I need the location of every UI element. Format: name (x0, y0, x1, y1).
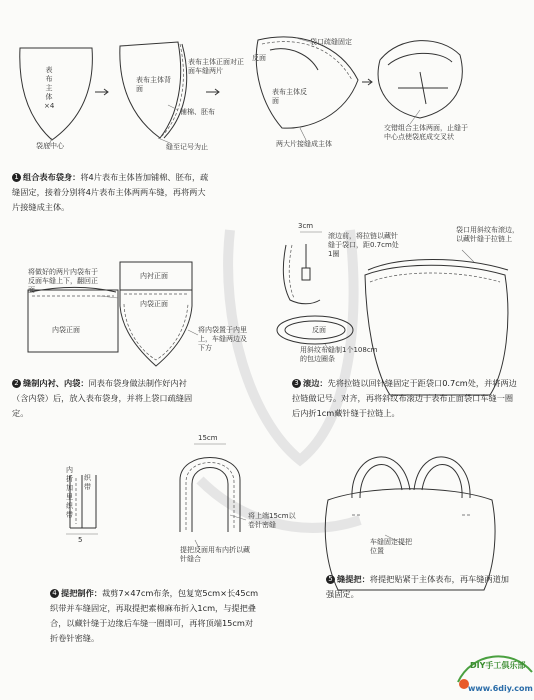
inner-back-label: 内衬正面 (140, 272, 168, 280)
step-5-text: 将提把贴紧于主体表布，再车缝两道加强固定。 (326, 574, 509, 599)
seam-note: 表布主体正面对正面车缝两片 (188, 58, 244, 75)
body-front-label: 表布主体反面 (272, 88, 307, 105)
cotton-note: 铺棉、胚布 (180, 108, 215, 116)
handle-left-inner (360, 465, 402, 498)
dim-15cm-label: 15cm (198, 434, 218, 442)
pos-note: 车缝固定提把位置 (370, 538, 412, 555)
watermark-url: www.6diy.com (468, 684, 533, 693)
zipper-stitch (289, 245, 294, 298)
reverse-label-1: 反面 (252, 54, 266, 62)
handle-right-inner (422, 465, 462, 498)
opening-note: 袋口用斜纹布滚边，以藏针缝于拉链上 (456, 226, 519, 243)
opening-stitch (370, 273, 500, 282)
step-5-title: 缝提把： (337, 574, 370, 584)
insert-note: 将内袋置于内里上，车缝两边及下方 (198, 326, 247, 352)
join-note: 两大片接缝成主体 (276, 140, 332, 148)
inner-curve (270, 49, 318, 70)
step-3-title: 滚边： (303, 378, 328, 388)
leader-join (300, 128, 306, 140)
step-4-number: 4 (50, 589, 59, 598)
binding-stitch (262, 42, 352, 80)
inner-bag-front-label: 内袋正面 (140, 300, 168, 308)
step-2-text: 同表布袋身做法制作好内衬（含内袋）后，放入表布袋身，并将上袋口疏缝固定。 (12, 378, 193, 418)
petal-piece (20, 48, 93, 140)
step-4-title: 提把制作： (61, 588, 102, 598)
step-4 (50, 586, 260, 646)
dim-3cm-label: 3cm (298, 222, 314, 230)
reverse-label-2: 反面 (312, 326, 326, 334)
body-label: 表布主体×4 (44, 66, 55, 110)
step-1 (12, 170, 212, 215)
leader-opening (462, 250, 474, 262)
step-3-text: 先将拉链以回针缝固定于距袋口0.7cm处，并将两边拉链做记号。对齐，再将斜纹布滚边于表布正面袋口车缝一圈后内折1cm藏针缝于拉链上。 (292, 378, 517, 418)
handle-note: 提把反面用布内折以藏针缝合 (180, 546, 250, 563)
webbing-label: 织带 (84, 474, 91, 491)
cross-note: 交错组合主体两面，止缝于中心点使袋底成交叉状 (384, 124, 468, 141)
pocket-side-stitch (124, 304, 188, 360)
step-2-number: 2 (12, 379, 21, 388)
step-1-number: 1 (12, 173, 21, 182)
step-1-title: 组合表布袋身： (23, 172, 81, 182)
mark-note: 缝至记号为止 (166, 143, 208, 151)
top-note: 将上端15cm以卷针密缝 (248, 512, 296, 529)
half-body (256, 37, 358, 128)
zipper-note: 滚边前，将拉链以藏针缝于袋口，距0.7cm处1圈 (328, 232, 399, 258)
step-2-title: 缝制内衬、内袋： (23, 378, 89, 388)
step-5-number: 5 (326, 575, 335, 584)
step-2 (12, 376, 202, 421)
step-5 (326, 572, 516, 602)
step-3 (292, 376, 520, 421)
crossed-body (378, 41, 462, 118)
leader-insert (188, 330, 198, 335)
bias-note: 用斜纹布缝制1个108cm的包边圈条 (300, 346, 378, 363)
lining-note: 将做好的两片内袋布于反面车缝上下，翻回正面 (28, 268, 98, 294)
dim-5-label: 5 (78, 536, 83, 544)
step-4-text: 裁剪7×47cm布条，包复宽5cm×长45cm织带并车缝固定，再取提把素棉麻布折入1cm，与提把叠合，以藏针缝于边缘后车缝一圈即可，再将顶端15cm对折卷针密缝。 (50, 588, 259, 643)
zip-slider (302, 268, 310, 280)
leader-cross (410, 110, 420, 124)
fold-note: 内折加里织带 (66, 466, 73, 519)
cross-fold-top (388, 53, 452, 65)
lining-piece (28, 290, 118, 352)
watermark-brand: DIY手工俱乐部 (470, 661, 526, 670)
lining-front-label: 内袋正面 (52, 326, 80, 334)
step-1-text: 将4片表布主体皆加铺棉、胚布，疏缝固定，接着分别将4片表布主体两两车缝，再将两大片接缝成主体。 (12, 172, 209, 212)
step-3-number: 3 (292, 379, 301, 388)
binding-note: 袋口疏缝固定 (310, 38, 352, 46)
bottom-center-label: 袋底中心 (36, 142, 64, 150)
back-label: 表布主体背面 (136, 76, 171, 93)
